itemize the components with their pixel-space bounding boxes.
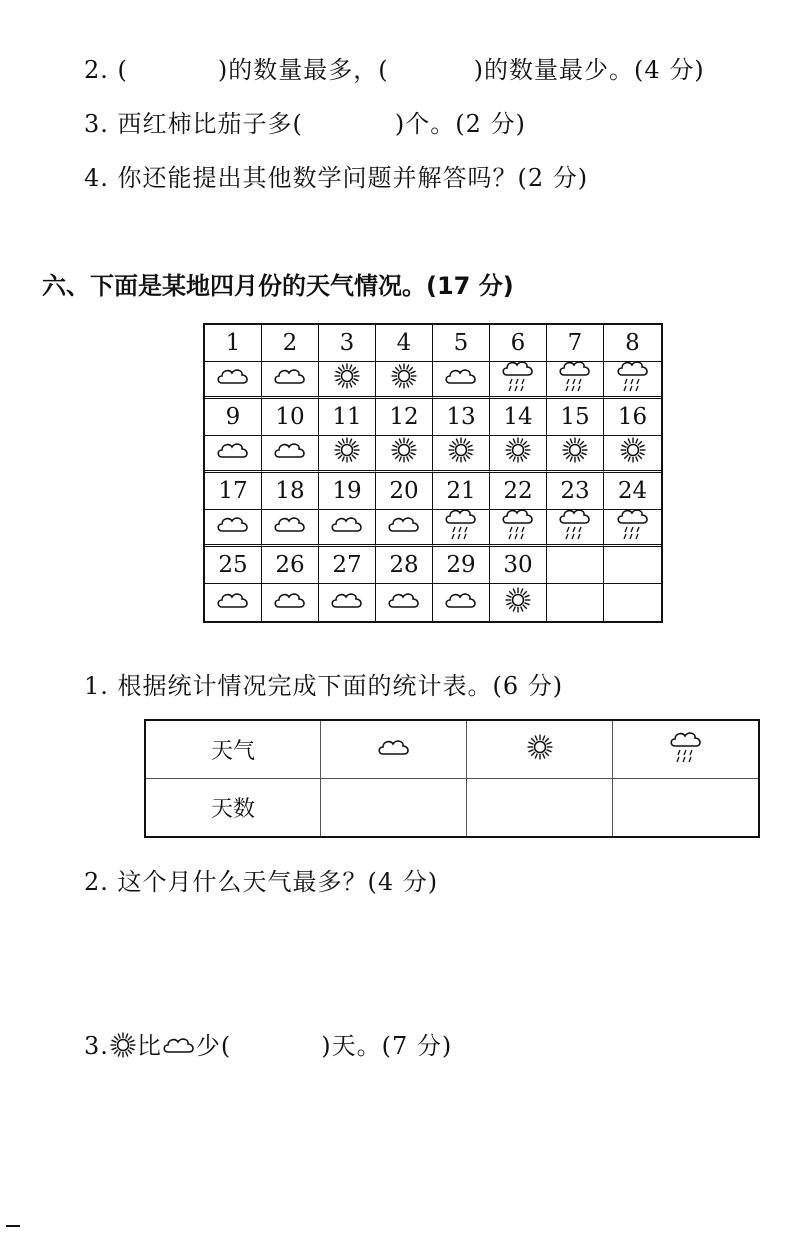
cloud-icon (387, 589, 421, 617)
sun-header-cell (467, 720, 613, 779)
calendar-date-cell: 11 (319, 399, 376, 436)
sun-icon (561, 436, 589, 470)
cloud-icon (444, 589, 478, 617)
calendar-weather-cell (262, 362, 319, 399)
calendar-weather-row (205, 584, 661, 621)
calendar-weather-cell (319, 510, 376, 547)
calendar-date-cell: 1 (205, 325, 262, 362)
calendar-date-cell: 24 (604, 473, 661, 510)
calendar-weather-cell (547, 584, 604, 621)
calendar-weather-cell (319, 584, 376, 621)
page-edge-mark (6, 1225, 20, 1227)
calendar-weather-row (205, 510, 661, 547)
calendar-date-cell: 9 (205, 399, 262, 436)
rain-cloud-icon (501, 508, 535, 546)
sun-icon (504, 586, 532, 620)
days-label-cell: 天数 (145, 779, 321, 838)
calendar-weather-cell (604, 436, 661, 473)
calendar-weather-cell (433, 510, 490, 547)
calendar-date-cell: 4 (376, 325, 433, 362)
sun-icon (333, 362, 361, 396)
cloud-icon (162, 1034, 196, 1062)
rain-header-cell (613, 720, 760, 779)
rain-days-answer-cell[interactable] (613, 779, 760, 838)
cloud-icon (273, 589, 307, 617)
calendar-weather-cell (547, 436, 604, 473)
cloud-icon (216, 589, 250, 617)
calendar-date-cell: 25 (205, 547, 262, 584)
calendar-weather-cell (319, 362, 376, 399)
calendar-date-cell: 8 (604, 325, 661, 362)
calendar-weather-cell (604, 510, 661, 547)
cloud-icon (387, 513, 421, 541)
cloud-icon (216, 365, 250, 393)
cloud-days-answer-cell[interactable] (321, 779, 467, 838)
calendar-weather-cell (205, 584, 262, 621)
calendar-date-cell (604, 547, 661, 584)
calendar-date-cell: 29 (433, 547, 490, 584)
calendar-weather-cell (433, 584, 490, 621)
calendar-date-cell: 16 (604, 399, 661, 436)
question-6-1: 1. 根据统计情况完成下面的统计表。(6 分) (84, 672, 564, 700)
cloud-icon (444, 365, 478, 393)
cloud-icon (377, 736, 411, 764)
calendar-weather-cell (490, 584, 547, 621)
question-2: 2. ( )的数量最多，( )的数量最少。(4 分) (84, 56, 705, 84)
calendar-weather-cell (604, 362, 661, 399)
calendar-weather-cell (490, 362, 547, 399)
sun-days-answer-cell[interactable] (467, 779, 613, 838)
calendar-weather-cell (547, 362, 604, 399)
calendar-day-row (205, 547, 661, 584)
rain-cloud-icon (501, 360, 535, 398)
cloud-icon (330, 513, 364, 541)
calendar-weather-cell (433, 436, 490, 473)
calendar-date-cell: 27 (319, 547, 376, 584)
calendar-date-cell: 28 (376, 547, 433, 584)
calendar-date-cell: 2 (262, 325, 319, 362)
calendar-weather-cell (604, 584, 661, 621)
calendar-weather-cell (205, 510, 262, 547)
cloud-icon (273, 513, 307, 541)
weather-calendar (203, 323, 663, 623)
calendar-day-row (205, 473, 661, 510)
calendar-weather-cell (490, 510, 547, 547)
calendar-weather-cell (205, 362, 262, 399)
sun-icon (390, 362, 418, 396)
calendar-date-cell: 18 (262, 473, 319, 510)
calendar-weather-cell (376, 510, 433, 547)
question-3: 3. 西红柿比茄子多( )个。(2 分) (84, 110, 526, 138)
rain-cloud-icon (616, 508, 650, 546)
calendar-weather-cell (433, 362, 490, 399)
question-4: 4. 你还能提出其他数学问题并解答吗？(2 分) (84, 164, 589, 192)
sun-icon (333, 436, 361, 470)
calendar-weather-cell (262, 584, 319, 621)
calendar-date-cell: 6 (490, 325, 547, 362)
weather-label-cell: 天气 (145, 720, 321, 779)
cloud-icon (216, 513, 250, 541)
sun-icon (619, 436, 647, 470)
sun-icon (504, 436, 532, 470)
calendar-weather-cell (205, 436, 262, 473)
rain-cloud-icon (444, 508, 478, 546)
calendar-date-cell: 20 (376, 473, 433, 510)
calendar-weather-cell (262, 436, 319, 473)
calendar-weather-cell (547, 510, 604, 547)
calendar-weather-cell (262, 510, 319, 547)
calendar-weather-row (205, 362, 661, 399)
calendar-date-cell: 13 (433, 399, 490, 436)
rain-cloud-icon (558, 360, 592, 398)
calendar-date-cell: 19 (319, 473, 376, 510)
calendar-weather-cell (376, 584, 433, 621)
rain-cloud-icon (616, 360, 650, 398)
sun-icon (109, 1031, 137, 1065)
sun-icon (390, 436, 418, 470)
cloud-header-cell (321, 720, 467, 779)
calendar-day-row (205, 325, 661, 362)
calendar-weather-cell (376, 362, 433, 399)
calendar-date-cell: 7 (547, 325, 604, 362)
calendar-date-cell: 5 (433, 325, 490, 362)
question-6-2: 2. 这个月什么天气最多？(4 分) (84, 868, 439, 896)
calendar-date-cell: 12 (376, 399, 433, 436)
calendar-date-cell: 15 (547, 399, 604, 436)
calendar-date-cell: 26 (262, 547, 319, 584)
sun-icon (526, 733, 554, 767)
calendar-weather-cell (319, 436, 376, 473)
cloud-icon (273, 365, 307, 393)
rain-cloud-icon (669, 731, 703, 769)
weather-stats-table (144, 719, 760, 838)
calendar-date-cell: 23 (547, 473, 604, 510)
cloud-icon (216, 439, 250, 467)
calendar-date-cell: 3 (319, 325, 376, 362)
calendar-weather-cell (376, 436, 433, 473)
calendar-date-cell: 21 (433, 473, 490, 510)
section-6-title: 六、下面是某地四月份的天气情况。(17 分) (42, 272, 514, 300)
cloud-icon (273, 439, 307, 467)
calendar-date-cell: 22 (490, 473, 547, 510)
calendar-date-cell: 30 (490, 547, 547, 584)
cloud-icon (330, 589, 364, 617)
calendar-date-cell: 17 (205, 473, 262, 510)
question-6-3: 3. 比 少( )天。(7 分) (84, 1026, 452, 1065)
sun-icon (447, 436, 475, 470)
calendar-date-cell: 10 (262, 399, 319, 436)
rain-cloud-icon (558, 508, 592, 546)
calendar-weather-cell (490, 436, 547, 473)
calendar-date-cell (547, 547, 604, 584)
calendar-weather-row (205, 436, 661, 473)
calendar-day-row (205, 399, 661, 436)
calendar-date-cell: 14 (490, 399, 547, 436)
